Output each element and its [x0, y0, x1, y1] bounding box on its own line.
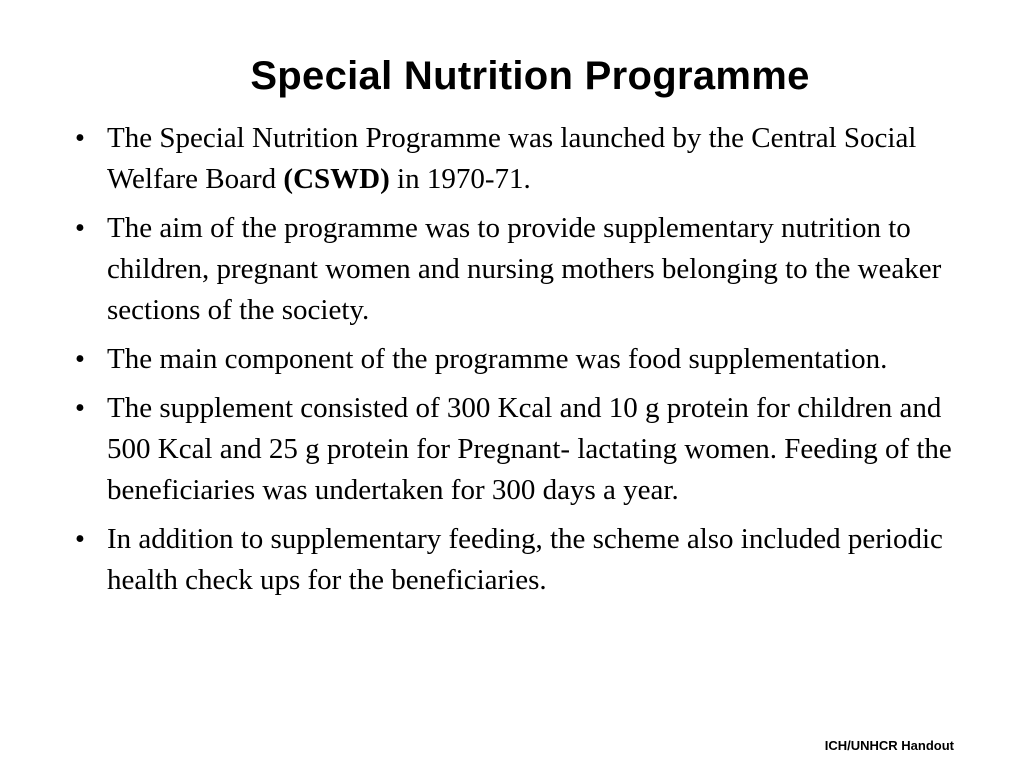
bullet-text-4: The supplement consisted of 300 Kcal and 10 g protein for children and 500 Kcal and 25 g protein for Pregnant- lactating women. Feeding of the beneficiaries was undertaken for 300 days a year. [107, 392, 952, 506]
footer-credit: ICH/UNHCR Handout [824, 738, 954, 753]
bullet-icon: • [74, 523, 86, 555]
bullet-list [70, 118, 970, 609]
bullet-text-1-start: The Special Nutrition Programme was launched by the Central Social Welfare Board [107, 122, 917, 195]
bullet-item-2 [70, 208, 970, 331]
bullet-text-1-end: in 1970-71. [389, 163, 531, 195]
bullet-icon: • [74, 212, 86, 244]
bullet-item-1 [70, 118, 970, 200]
bullet-item-5 [70, 519, 970, 601]
bullet-text-1-abbreviation: (CSWD) [283, 163, 390, 195]
bullet-icon: • [74, 343, 86, 375]
bullet-icon: • [74, 122, 86, 154]
bullet-text-3: The main component of the programme was food supplementation. [107, 343, 888, 375]
bullet-icon: • [74, 392, 86, 424]
bullet-text-2: The aim of the programme was to provide supplementary nutrition to children, pregnant women and nursing mothers belonging to the weaker sections of the society. [107, 212, 942, 326]
bullet-text-5: In addition to supplementary feeding, the scheme also included periodic health check ups for the beneficiaries. [107, 523, 943, 596]
bullet-item-3 [70, 339, 970, 380]
slide-title: Special Nutrition Programme [250, 54, 810, 98]
bullet-item-4 [70, 388, 970, 511]
